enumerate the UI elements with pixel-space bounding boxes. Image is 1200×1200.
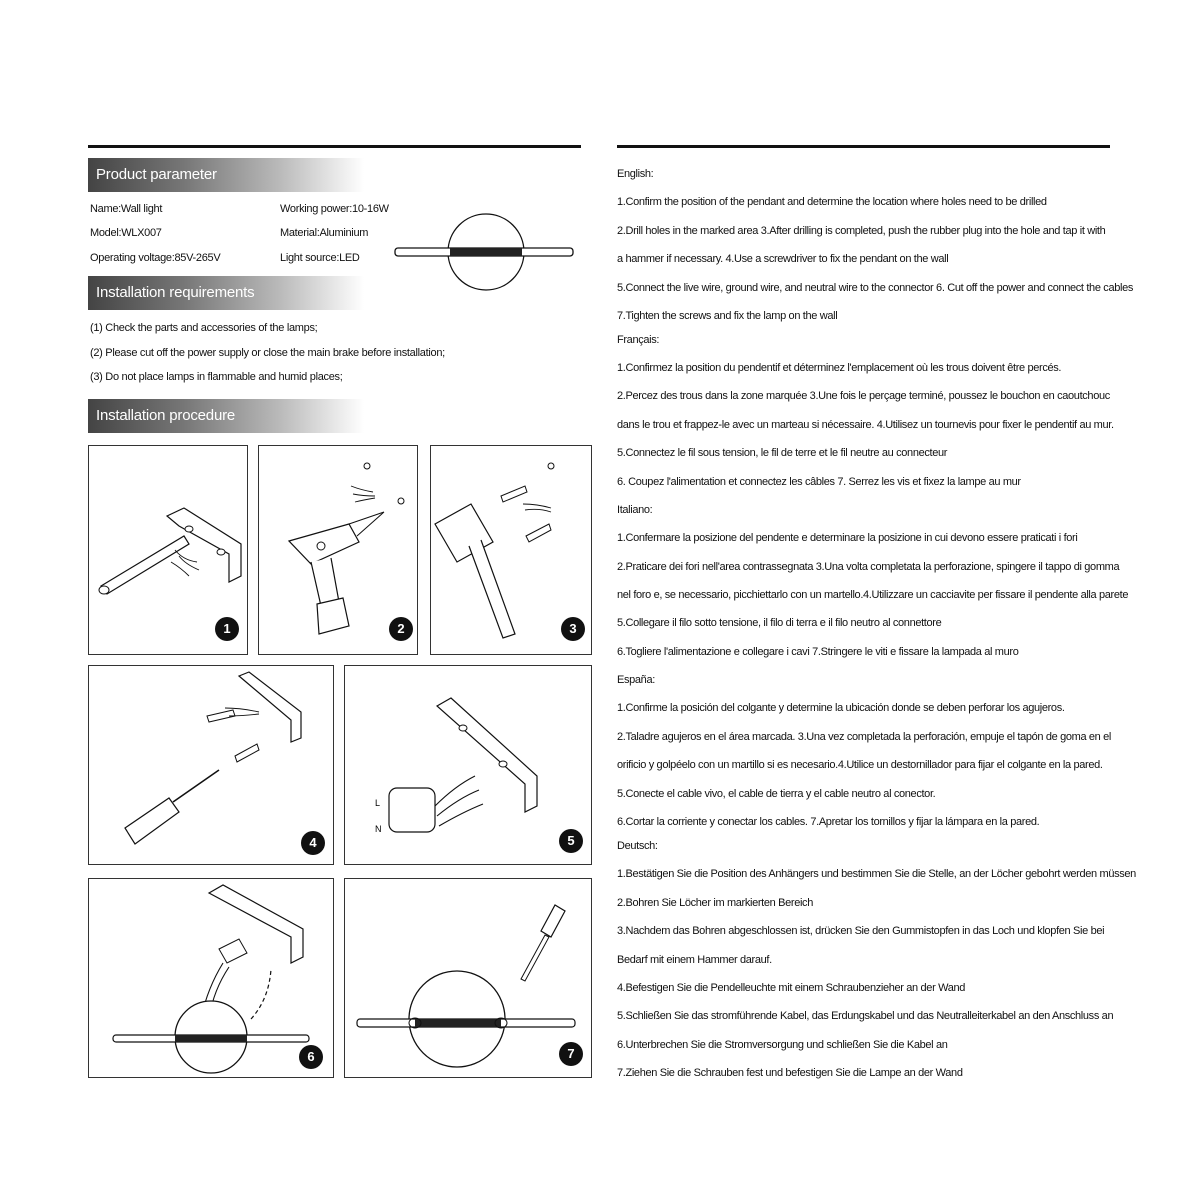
instruction-line: 7.Ziehen Sie die Schrauben fest und befestigen Sie die Lampe an der Wand — [617, 1067, 963, 1079]
instruction-line: 2.Bohren Sie Löcher im markierten Bereich — [617, 897, 813, 909]
step-1-badge: 1 — [215, 617, 239, 641]
instruction-line: Italiano: — [617, 504, 653, 516]
param-material: Material:Aluminium — [280, 227, 369, 239]
wire-label-n: N — [375, 824, 382, 834]
wall-lamp-illustration — [390, 210, 580, 295]
step-4-panel — [88, 665, 334, 865]
wiring-illustration — [345, 666, 592, 865]
instruction-line: Bedarf mit einem Hammer darauf. — [617, 954, 772, 966]
instruction-line: 2.Percez des trous dans la zone marquée 3.Une fois le perçage terminé, poussez le bouchon en caoutchouc — [617, 390, 1110, 402]
param-model: Model:WLX007 — [90, 227, 162, 239]
instruction-line: dans le trou et frappez-le avec un marteau si nécessaire. 4.Utilisez un tournevis pour fixer le pendentif au mur. — [617, 419, 1114, 431]
connection-illustration — [89, 879, 334, 1078]
instruction-line: 6. Coupez l'alimentation et connectez les câbles 7. Serrez les vis et fixez la lampe au mur — [617, 476, 1021, 488]
screwdriver-illustration — [89, 666, 334, 865]
requirement-1: (1) Check the parts and accessories of the lamps; — [90, 322, 318, 334]
instruction-line: 5.Collegare il filo sotto tensione, il filo di terra e il filo neutro al connettore — [617, 617, 942, 629]
step-7-badge: 7 — [559, 1042, 583, 1066]
wire-label-l: L — [375, 798, 381, 808]
installation-requirements-heading: Installation requirements — [88, 276, 364, 310]
instruction-line: 6.Cortar la corriente y conectar los cables. 7.Apretar los tornillos y fijar la lámpara en la pared. — [617, 816, 1040, 828]
installation-procedure-heading: Installation procedure — [88, 399, 364, 433]
step-5-panel — [344, 665, 592, 865]
step-3-badge: 3 — [561, 617, 585, 641]
param-power: Working power:10-16W — [280, 203, 389, 215]
param-name: Name:Wall light — [90, 203, 163, 215]
instruction-line: 5.Connect the live wire, ground wire, and neutral wire to the connector 6. Cut off the power and connect the cables — [617, 282, 1133, 294]
final-assembly-illustration — [345, 879, 592, 1078]
instruction-line: nel foro e, se necessario, picchiettarlo con un martello.4.Utilizzare un cacciavite per fissare il pendente alla parete — [617, 589, 1129, 601]
instruction-line: 4.Befestigen Sie die Pendelleuchte mit einem Schraubenzieher an der Wand — [617, 982, 966, 994]
instruction-line: Français: — [617, 334, 660, 346]
step-2-badge: 2 — [389, 617, 413, 641]
instruction-line: 1.Bestätigen Sie die Position des Anhängers und bestimmen Sie die Stelle, an der Löcher gebohrt werden müssen — [617, 868, 1136, 880]
instruction-line: English: — [617, 168, 654, 180]
requirement-2: (2) Please cut off the power supply or close the main brake before installation; — [90, 347, 445, 359]
instruction-line: 2.Praticare dei fori nell'area contrassegnata 3.Una volta completata la perforazione, spingere il tappo di gomma — [617, 561, 1120, 573]
instruction-line: Deutsch: — [617, 840, 658, 852]
instruction-line: 2.Taladre agujeros en el área marcada. 3.Una vez completada la perforación, empuje el tapón de goma en el — [617, 731, 1112, 743]
instruction-line: orificio y golpéelo con un martillo si es necesario.4.Utilice un destornillador para fijar el colgante en la pared. — [617, 759, 1103, 771]
instruction-line: 5.Schließen Sie das stromführende Kabel, das Erdungskabel und das Neutralleiterkabel an den Anschluss an — [617, 1010, 1114, 1022]
step-3-panel — [430, 445, 592, 655]
instruction-line: 3.Nachdem das Bohren abgeschlossen ist, drücken Sie den Gummistopfen in das Loch und klopfen Sie bei — [617, 925, 1105, 937]
instruction-line: 5.Conecte el cable vivo, el cable de tierra y el cable neutro al conector. — [617, 788, 936, 800]
instruction-line: 1.Confermare la posizione del pendente e determinare la posizione in cui devono essere praticati i fori — [617, 532, 1078, 544]
instruction-line: 6.Unterbrechen Sie die Stromversorgung und schließen Sie die Kabel an — [617, 1039, 948, 1051]
instruction-line: a hammer if necessary. 4.Use a screwdriver to fix the pendant on the wall — [617, 253, 949, 265]
product-parameter-heading: Product parameter — [88, 158, 364, 192]
param-light-source: Light source:LED — [280, 252, 360, 264]
step-6-badge: 6 — [299, 1045, 323, 1069]
step-7-panel — [344, 878, 592, 1078]
param-voltage: Operating voltage:85V-265V — [90, 252, 221, 264]
instruction-line: 6.Togliere l'alimentazione e collegare i cavi 7.Stringere le viti e fissare la lampada al muro — [617, 646, 1019, 658]
requirement-3: (3) Do not place lamps in flammable and humid places; — [90, 371, 343, 383]
step-4-badge: 4 — [301, 831, 325, 855]
instruction-line: 5.Connectez le fil sous tension, le fil de terre et le fil neutre au connecteur — [617, 447, 948, 459]
instruction-line: 7.Tighten the screws and fix the lamp on the wall — [617, 310, 838, 322]
instruction-line: 1.Confirme la posición del colgante y determine la ubicación donde se deben perforar los agujeros. — [617, 702, 1065, 714]
instruction-line: 2.Drill holes in the marked area 3.After drilling is completed, push the rubber plug into the hole and tap it with — [617, 225, 1106, 237]
step-2-panel — [258, 445, 418, 655]
right-top-rule — [617, 145, 1110, 148]
left-top-rule — [88, 145, 581, 148]
instruction-line: 1.Confirmez la position du pendentif et déterminez l'emplacement où les trous doivent être percés. — [617, 362, 1062, 374]
step-6-panel — [88, 878, 334, 1078]
instruction-line: 1.Confirm the position of the pendant and determine the location where holes need to be drilled — [617, 196, 1047, 208]
step-1-panel — [88, 445, 248, 655]
step-5-badge: 5 — [559, 829, 583, 853]
instruction-line: España: — [617, 674, 655, 686]
